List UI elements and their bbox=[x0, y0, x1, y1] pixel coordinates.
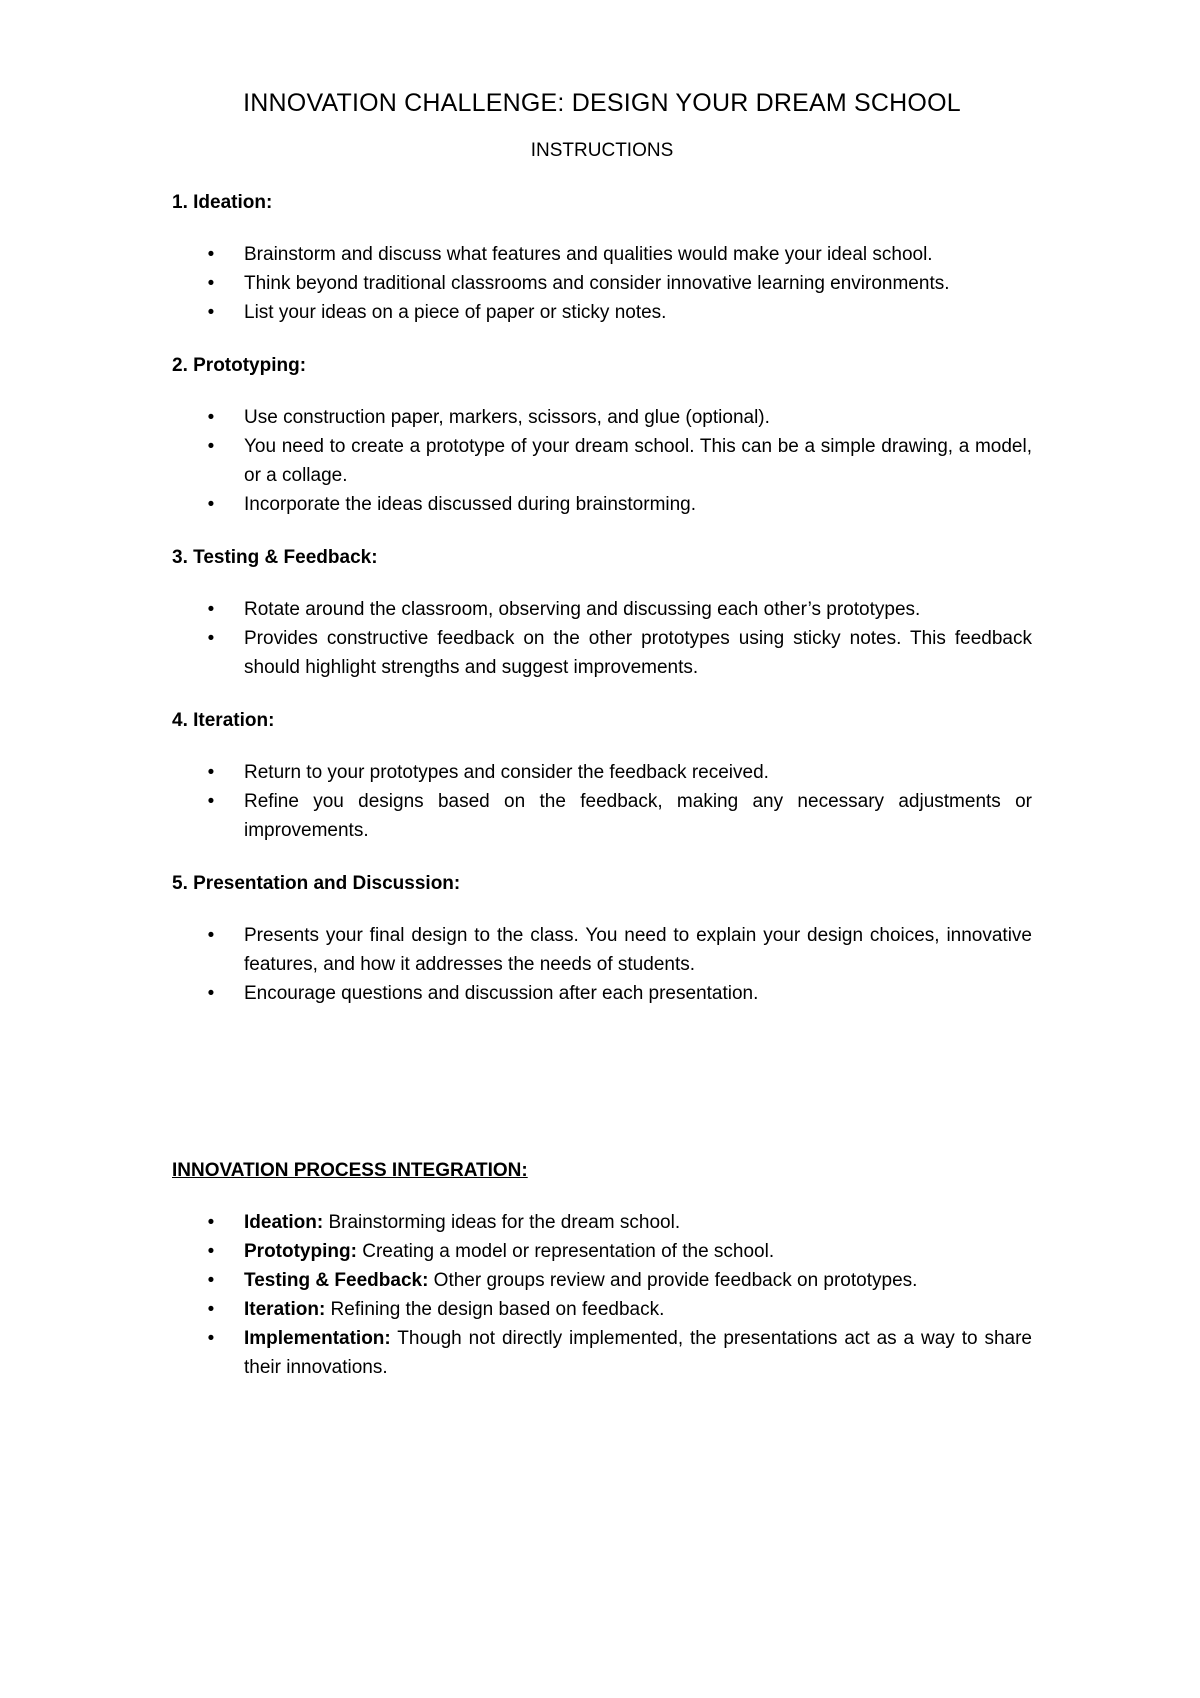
list-item-term: Testing & Feedback: bbox=[244, 1270, 429, 1291]
list-item bbox=[172, 490, 1032, 519]
list-item-text: Presents your final design to the class. You need to explain your design choices, innovative features, and how it addresses the needs of students. bbox=[244, 925, 1032, 975]
bullet-icon: • bbox=[207, 599, 215, 620]
bullet-icon: • bbox=[207, 1212, 215, 1233]
bullet-icon: • bbox=[207, 1328, 215, 1349]
section-iteration bbox=[172, 708, 1032, 845]
list-item bbox=[172, 269, 1032, 298]
list-item-text: Provides constructive feedback on the other prototypes using sticky notes. This feedback should highlight strengths and suggest improvements. bbox=[244, 628, 1032, 678]
list-item bbox=[172, 432, 1032, 490]
bullet-icon: • bbox=[207, 925, 215, 946]
list-item-text: Refining the design based on feedback. bbox=[325, 1299, 665, 1320]
list-item bbox=[172, 1266, 1032, 1295]
bullet-icon: • bbox=[207, 1241, 215, 1262]
bullet-icon: • bbox=[207, 302, 215, 323]
list-item-text: List your ideas on a piece of paper or sticky notes. bbox=[244, 302, 667, 323]
bullet-list bbox=[172, 1208, 1032, 1382]
bullet-list bbox=[172, 758, 1032, 845]
list-item-text: Though not directly implemented, the presentations act as a way to share their innovations. bbox=[244, 1328, 1032, 1378]
list-item-text: Think beyond traditional classrooms and consider innovative learning environments. bbox=[244, 273, 950, 294]
list-item bbox=[172, 758, 1032, 787]
bullet-icon: • bbox=[207, 791, 215, 812]
list-item-text: You need to create a prototype of your dream school. This can be a simple drawing, a model, or a collage. bbox=[244, 436, 1032, 486]
section-testing-feedback bbox=[172, 545, 1032, 682]
list-item bbox=[172, 240, 1032, 269]
bullet-icon: • bbox=[207, 628, 215, 649]
bullet-icon: • bbox=[207, 436, 215, 457]
list-item bbox=[172, 979, 1032, 1008]
section-heading: 3. Testing & Feedback: bbox=[172, 547, 378, 568]
section-innovation-process-integration bbox=[172, 1158, 1032, 1382]
section-heading: 5. Presentation and Discussion: bbox=[172, 873, 461, 894]
bullet-icon: • bbox=[207, 407, 215, 428]
list-item-text: Other groups review and provide feedback on prototypes. bbox=[428, 1270, 918, 1291]
document-content bbox=[172, 86, 1032, 1382]
list-item-text: Incorporate the ideas discussed during brainstorming. bbox=[244, 494, 697, 515]
section-ideation bbox=[172, 190, 1032, 327]
section-prototyping bbox=[172, 353, 1032, 519]
list-item bbox=[172, 1324, 1032, 1382]
list-item-text: Brainstorming ideas for the dream school. bbox=[323, 1212, 681, 1233]
bullet-icon: • bbox=[207, 762, 215, 783]
list-item-term: Prototyping: bbox=[244, 1241, 357, 1262]
list-item-text: Use construction paper, markers, scissors, and glue (optional). bbox=[244, 407, 770, 428]
list-item-text: Brainstorm and discuss what features and qualities would make your ideal school. bbox=[244, 244, 933, 265]
list-item bbox=[172, 1208, 1032, 1237]
list-item bbox=[172, 787, 1032, 845]
bullet-list bbox=[172, 595, 1032, 682]
document-subtitle: INSTRUCTIONS bbox=[530, 140, 674, 161]
list-item bbox=[172, 921, 1032, 979]
bullet-icon: • bbox=[207, 983, 215, 1004]
bullet-icon: • bbox=[207, 1270, 215, 1291]
list-item bbox=[172, 298, 1032, 327]
list-item-term: Iteration: bbox=[244, 1299, 326, 1320]
section-heading: 2. Prototyping: bbox=[172, 355, 307, 376]
integration-heading: INNOVATION PROCESS INTEGRATION: bbox=[172, 1160, 528, 1181]
list-item bbox=[172, 1237, 1032, 1266]
list-item-term: Implementation: bbox=[244, 1328, 391, 1349]
list-item-term: Ideation: bbox=[244, 1212, 324, 1233]
list-item bbox=[172, 624, 1032, 682]
bullet-list bbox=[172, 403, 1032, 519]
list-item-text: Rotate around the classroom, observing and discussing each other’s prototypes. bbox=[244, 599, 921, 620]
bullet-list bbox=[172, 921, 1032, 1008]
section-presentation-discussion bbox=[172, 871, 1032, 1008]
list-item-text: Refine you designs based on the feedback, making any necessary adjustments or improvements. bbox=[244, 791, 1032, 841]
bullet-icon: • bbox=[207, 244, 215, 265]
document-title: INNOVATION CHALLENGE: DESIGN YOUR DREAM SCHOOL bbox=[243, 89, 961, 117]
bullet-icon: • bbox=[207, 273, 215, 294]
section-heading: 4. Iteration: bbox=[172, 710, 275, 731]
bullet-icon: • bbox=[207, 1299, 215, 1320]
bullet-icon: • bbox=[207, 494, 215, 515]
section-heading: 1. Ideation: bbox=[172, 192, 273, 213]
list-item-text: Creating a model or representation of the school. bbox=[356, 1241, 775, 1262]
list-item-text: Return to your prototypes and consider the feedback received. bbox=[244, 762, 769, 783]
list-item bbox=[172, 1295, 1032, 1324]
list-item-text: Encourage questions and discussion after each presentation. bbox=[244, 983, 759, 1004]
list-item bbox=[172, 403, 1032, 432]
bullet-list bbox=[172, 240, 1032, 327]
list-item bbox=[172, 595, 1032, 624]
